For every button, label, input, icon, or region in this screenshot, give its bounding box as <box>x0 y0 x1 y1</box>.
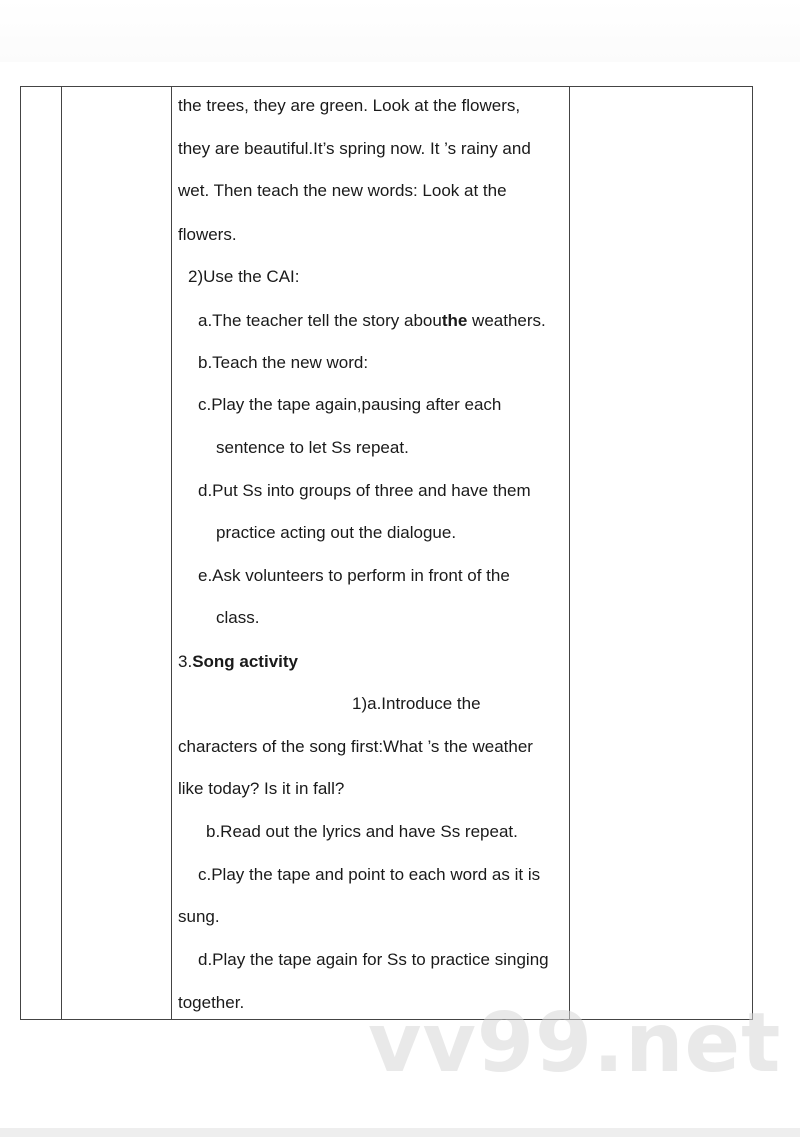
page-bottom-edge <box>0 1128 800 1137</box>
text-line: a.The teacher tell the story abouthe weathers. <box>198 311 546 330</box>
text-line: 1)a.Introduce the <box>352 694 481 713</box>
text-line: the trees, they are green. Look at the flowers, <box>178 96 521 115</box>
page-top-margin <box>0 0 800 62</box>
text-line: practice acting out the dialogue. <box>216 523 457 542</box>
watermark: vv99.net <box>368 996 782 1091</box>
text-line: characters of the song first:What ’s the weather <box>178 737 533 756</box>
text-line: c.Play the tape again,pausing after each <box>198 395 502 414</box>
step-heading: 2)Use the CAI: <box>188 267 300 286</box>
text-line: they are beautiful.It’s spring now. It ’s rainy and <box>178 139 531 158</box>
section-heading: 3.Song activity <box>178 652 298 671</box>
text-line: e.Ask volunteers to perform in front of the <box>198 566 510 585</box>
table-column-divider-2 <box>171 86 172 1020</box>
text-line: sentence to let Ss repeat. <box>216 438 409 457</box>
table-column-divider-1 <box>61 86 62 1020</box>
text-line: d.Play the tape again for Ss to practice singing <box>198 950 549 969</box>
text-line: wet. Then teach the new words: Look at the <box>178 181 507 200</box>
text-line: together. <box>178 993 245 1012</box>
text-line: b.Read out the lyrics and have Ss repeat. <box>206 822 518 841</box>
text-line: d.Put Ss into groups of three and have them <box>198 481 531 500</box>
text-line: class. <box>216 608 260 627</box>
text-line: sung. <box>178 907 220 926</box>
table-column-divider-3 <box>569 86 570 1020</box>
text-line: flowers. <box>178 225 237 244</box>
text-line: b.Teach the new word: <box>198 353 369 372</box>
text-line: like today? Is it in fall? <box>178 779 345 798</box>
text-line: c.Play the tape and point to each word as it is <box>198 865 541 884</box>
